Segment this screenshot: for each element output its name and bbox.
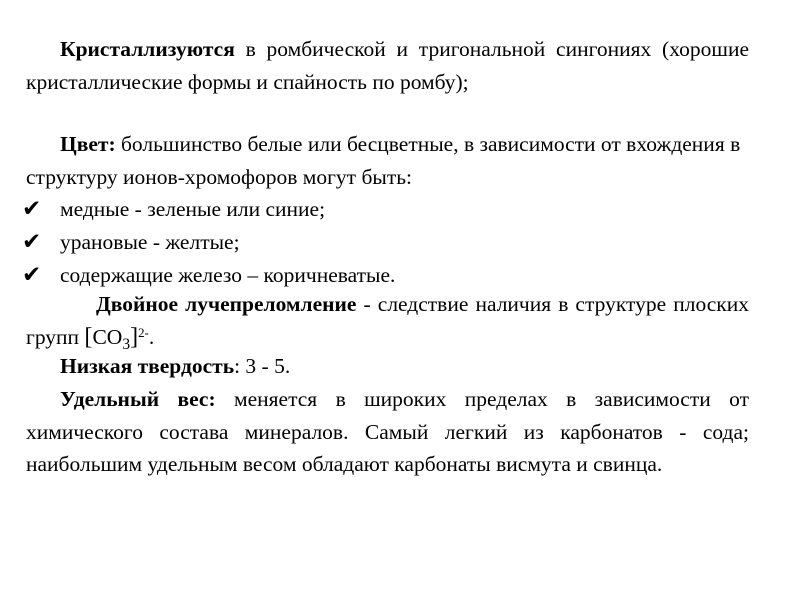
hardness-heading: Низкая твердость: [60, 354, 235, 378]
color-heading: Цвет:: [60, 132, 116, 156]
formula-superscript: 2-: [138, 325, 149, 340]
hardness-text: : 3 - 5.: [234, 354, 291, 378]
color-bullet-list: [22, 193, 762, 292]
color-paragraph: [26, 128, 749, 193]
check-icon: ✔: [22, 229, 42, 255]
hardness-paragraph: [26, 350, 749, 383]
crystallization-heading: Кристаллизуются: [60, 37, 235, 61]
formula-main: CO: [92, 324, 123, 349]
birefringence-end: .: [148, 324, 155, 349]
formula-subscript: 3: [122, 335, 131, 353]
formula-close-bracket: ]: [130, 323, 139, 350]
list-item-text: медные - зеленые или синие;: [60, 197, 326, 221]
check-icon: ✔: [22, 196, 42, 222]
list-item: [22, 226, 762, 259]
specific-gravity-heading: Удельный вес:: [60, 387, 216, 411]
formula-open-bracket: [: [84, 323, 93, 350]
color-text: большинство белые или бесцветные, в зависимости от вхождения в структуру ионов-хромофоров могут быть:: [26, 132, 741, 189]
crystallization-text: в ромбической и тригональной сингониях (хорошие кристаллические формы и спайность по ромбу);: [26, 37, 749, 94]
specific-gravity-text: меняется в широких пределах в зависимости от химического состава минералов. Самый легкий из карбонатов - сода; наибольшим удельным весом обладают карбонаты висмута и свинца.: [26, 387, 749, 477]
specific-gravity-paragraph: [26, 383, 749, 481]
birefringence-heading: Двойное лучепреломление: [96, 292, 357, 316]
birefringence-text: - следствие наличия в структуре плоских групп: [26, 292, 749, 349]
birefringence-paragraph: [26, 288, 749, 353]
list-item-text: содержащие железо – коричневатые.: [60, 263, 396, 287]
list-item: [22, 193, 762, 226]
crystallization-paragraph: [26, 33, 749, 98]
check-icon: ✔: [22, 262, 42, 288]
list-item-text: урановые - желтые;: [60, 230, 240, 254]
